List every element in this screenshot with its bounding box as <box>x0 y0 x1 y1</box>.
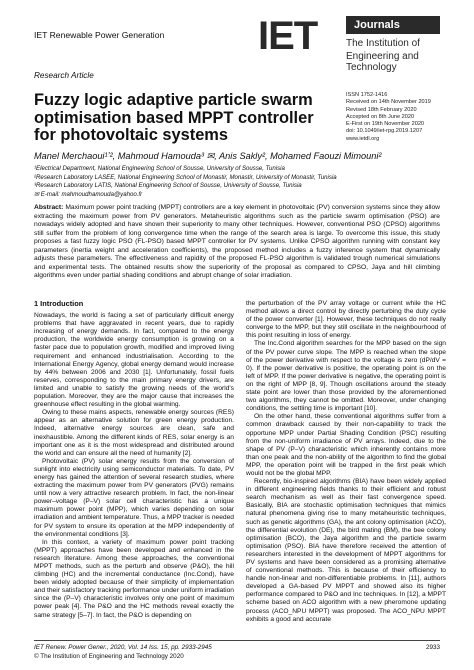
corresponding-email[interactable]: ✉ E-mail: mahmoudhamouda@yahoo.fr <box>34 190 143 198</box>
affiliation-3: ³Research Laboratory LATIS, National Engineering School of Sousse, University of Sousse, Tunisia <box>34 182 302 190</box>
meta-revised: Revised 18th February 2020 <box>346 106 417 113</box>
body-paragraph: In this context, a variety of maximum power point tracking (MPPT) approaches have been developed and enhanced in the research literature. Among these approaches, the conventional MPPT methods, such as the perturb and observe (P&O), the hill climbing (HC) and the incremental conductance (Inc.Cond), have been widely adopted because of their simplicity of implementation and their satisfactory tracking performance under uniform irradiation since the (P–V) characteristic involves only one point of maximum power peak [4]. The P&O and the HC methods reveal exactly the same strategy [5–7]. In fact, the P&O is depending on <box>34 538 234 619</box>
meta-doi[interactable]: doi: 10.1049/iet-rpg.2019.1207 <box>346 128 423 135</box>
meta-website[interactable]: www.ietdl.org <box>346 135 380 142</box>
logo-institution-line2: Engineering and Technology <box>346 51 419 73</box>
meta-received: Received on 14th November 2019 <box>346 99 431 106</box>
meta-accepted: Accepted on 8th June 2020 <box>346 113 415 120</box>
affiliations <box>34 165 337 199</box>
logo-iet-wordmark: IET <box>258 14 318 58</box>
footer-divider <box>34 640 440 641</box>
abstract-text: Maximum power point tracking (MPPT) controllers are a key element in photovoltaic (PV) conversion systems since they allow extracting the maximum power from PV generators. Metaheuristic algorithms such as the particle swarm optimisation (PSO) are nowadays widely adopted and have shown their superiority to many other techniques. However, conventional PSO (CPSO) algorithms still suffer from the problem of long convergence time when the range of the search area is large. To overcome this issue, this study proposes a fast fuzzy logic PSO (FL-PSO) based MPPT controller for PV systems. Unlike CPSO algorithm running with constant key parameters (inertia weight and acceleration coefficients), the proposed method includes a fuzzy inference system that dynamically adjusts these parameters. The effectiveness and rapidity of the proposed FL-PSO algorithm is validated trough numerical simulations and experimental tests. The obtained results show the superiority of the proposal as compared to CPSO, Jaya and hill climbing algorithms even under partial shading conditions and abrupt change of solar irradiation. <box>34 204 440 280</box>
body-column-right <box>246 300 446 624</box>
body-paragraph: Recently, bio-inspired algorithms (BIA) have been widely applied in different engineering fields thanks to their efficient and robust search mechanism as well as their fast convergence speed. Basically, BIA are stochastic optimisation techniques that mimics natural phenomena giving rise to many metaheuristic techniques, such as genetic algorithms (GA), the ant colony optimisation (ACO), the differential evolution (DE), the bird mating (BM), the bee colony optimisation (BCO), the Jaya algorithm and the particle swarm optimisation (PSO). BIA have therefore received the attention of researchers interested in the development of MPPT algorithms for PV systems and have been considered as a promising alternative of conventional methods. This is because of their efficiency to handle non-linear and non-differentiable problems. In [11], authors developed a GA-based PV MPPT and showed also its higher performance compared to P&O and Inc techniques. In [12], a MPPT scheme based on ACO algorithm with a new pheromone updating process (ACO_NPU MPPT) was proposed. The ACO_NPU MPPT exhibits a good and accurate <box>246 478 446 623</box>
publisher-logo <box>258 14 440 73</box>
body-paragraph: the perturbation of the PV array voltage or current while the HC method allows a direct control by directly perturbing the duty cycle of the power converter [1]. However, these techniques do not really converge to the MPP, but they still oscillate in the neighbourhood of this point resulting in loss of energy. <box>246 300 446 340</box>
affiliation-1: ¹Electrical Department, National Engineering School of Sousse, University of Sousse, Tunisia <box>34 165 285 172</box>
meta-issn: ISSN 1752-1416 <box>346 92 388 98</box>
abstract-label: Abstract: <box>34 204 64 211</box>
page-number: 2933 <box>425 644 440 651</box>
body-paragraph: Photovoltaic (PV) solar energy results from the conversion of sunlight into electricity using semiconductor materials. To date, PV energy has gained the attention of several research studies, where extracting the maximum power from PV generators (PVG) remains until now a very attractive research problem. In fact, the non-linear power–voltage (P–V) solar cell characteristic has a unique maximum power point (MPP), which varies depending on solar irradiation and ambient temperature. Thus, a MPP tracker is needed for PV system to ensure its operation at the MPP independently of the environmental conditions [3]. <box>34 457 234 538</box>
footer-copyright: © The Institution of Engineering and Technology 2020 <box>34 653 184 660</box>
meta-efirst: E-First on 19th November 2020 <box>346 121 425 128</box>
journal-name: IET Renewable Power Generation <box>34 30 165 40</box>
article-type: Research Article <box>34 71 94 80</box>
article-meta <box>346 92 456 143</box>
body-paragraph: Owing to these mains aspects, renewable energy sources (RES) appear as an alternative solution for green energy production. Indeed, alternative energy sources are clean, safe and inexhaustible. Among the different kinds of RES, solar energy is an important one as it is the most widespread and distributed around the world and can ensure all the need of humanity [2]. <box>34 409 234 457</box>
body-paragraph: Nowadays, the world is facing a set of particularly difficult energy problems that have aggravated in recent years, due to rapidly increasing of energy demands. In fact, compared to the energy production, the worldwide energy consumption is growing on a faster pace due to population growth, modified and improved living requirement and enhanced industrialisation. According to the International Energy Agency, global energy demand would increase by 44% between 2006 and 2030 [1]. Unfortunately, fossil fuels reserves, corresponding to the main primary energy drivers, are limited and unable to satisfy the growing needs of the world's population. Moreover, they are the major cause that increases the greenhouse effect resulting in the global warming. <box>34 312 234 409</box>
logo-journals-label: Journals <box>354 19 400 31</box>
author-list: Manel Merchaoui¹ʼ², Mahmoud Hamouda³ ✉, Anis Sakly², Mohamed Faouzi Mimouni² <box>34 151 382 161</box>
paper-title: Fuzzy logic adaptive particle swarm optimisation based MPPT controller for photovoltaic systems <box>34 91 314 144</box>
abstract <box>34 204 440 281</box>
affiliation-2: ²Research Laboratory LASEE, National Engineering School of Monastir, Monastir, University of Monastir, Tunisia <box>34 173 337 181</box>
logo-institution-line1: The Institution of <box>346 38 420 49</box>
section-heading: 1 Introduction <box>34 299 84 308</box>
body-paragraph: On the other hand, these conventional algorithms suffer from a common drawback caused by their non-capability to track the opportune MPP under Partial Shading Condition (PSC) resulting from the non-uniform irradiance of PV arrays. Indeed, due to the shape of PV (P–V) characteristic which inherently contains more than one peak and the non-ability of the algorithm to find the global MPP, the operation point will be trapped in the first peak which would not be the global MPP. <box>246 413 446 477</box>
body-column-left <box>34 300 234 620</box>
footer-citation: IET Renew. Power Gener., 2020, Vol. 14 Iss. 15, pp. 2933-2945 <box>34 644 212 651</box>
body-paragraph: The Inc.Cond algorithm searches for the MPP based on the sign of the PV power curve slope. The MPP is reached when the slope of the power derivative with respect to the voltage is zero (dP/dV = 0). If the power derivative is positive, the operating point is on the left of MPP. If the power derivative is negative, the operating point is on the right of MPP [8, 9]. Though oscillations around the steady state point are lower than those provided by the aforementioned two algorithms, they cannot be omitted. Moreover, under changing conditions, the settling time is important [10]. <box>246 340 446 413</box>
